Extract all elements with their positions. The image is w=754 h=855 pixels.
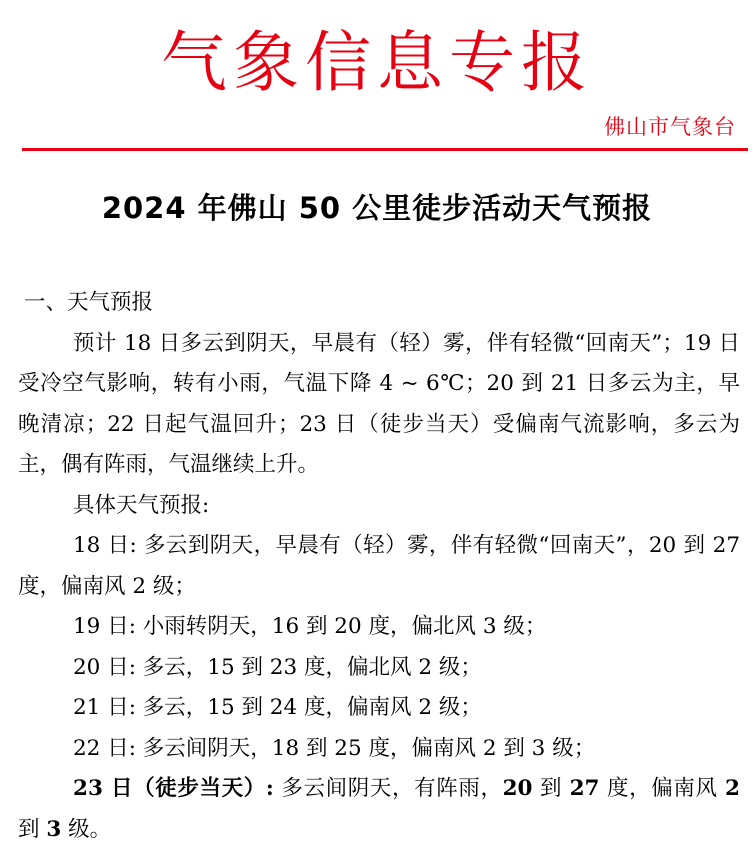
forecast-highlight-text: 多云间阴天，有阵雨，20 到 27 度，偏南风 2 到 3 级。 [18,776,741,842]
document-title: 2024 年佛山 50 公里徒步活动天气预报 [101,191,653,225]
forecast-day-text: 多云间阴天，18 到 25 度，偏南风 2 到 3 级； [142,735,596,761]
forecast-day-21 [18,688,740,729]
forecast-day-text: 多云，15 到 24 度，偏南风 2 级； [142,695,482,720]
forecast-day-text: 小雨转阴天，16 到 20 度，偏北风 3 级； [142,614,547,639]
forecast-day-label: 22 日: [73,735,136,761]
forecast-day-label: 20 日: [73,654,136,680]
forecast-day-text: 多云，15 到 23 度，偏北风 2 级； [142,654,482,680]
section-heading: 一、天气预报 [24,290,154,315]
header-divider [22,148,748,151]
forecast-highlight-label: 23 日（徒步当天）: [73,776,274,801]
forecast-day-text: 多云到阴天，早晨有（轻）雾，伴有轻微“回南天”，20 到 27 度，偏南风 2 级； [18,533,740,599]
forecast-day-23-highlight [18,769,740,850]
forecast-day-18 [18,526,740,607]
forecast-day-label: 18 日: [73,533,137,558]
forecast-day-19 [18,607,740,648]
forecast-day-22 [18,729,740,770]
issuer-name: 佛山市气象台 [604,115,736,139]
forecast-day-20 [18,648,740,689]
masthead-title: 气象信息专报 [161,24,593,101]
forecast-day-label: 19 日: [73,614,136,639]
forecast-day-label: 21 日: [73,695,136,720]
detail-heading: 具体天气预报: [73,492,210,518]
forecast-summary: 预计 18 日多云到阴天，早晨有（轻）雾，伴有轻微“回南天”；19 日受冷空气影响，转有小雨，气温下降 4 ~ 6℃；20 到 21 日多云为主，早晚清凉；22 日起气温回升；23 日（徒步当天）受偏南气流影响，多云为主，偶有阵雨，气温继续上升。 [18,330,740,477]
document-body [18,283,740,850]
